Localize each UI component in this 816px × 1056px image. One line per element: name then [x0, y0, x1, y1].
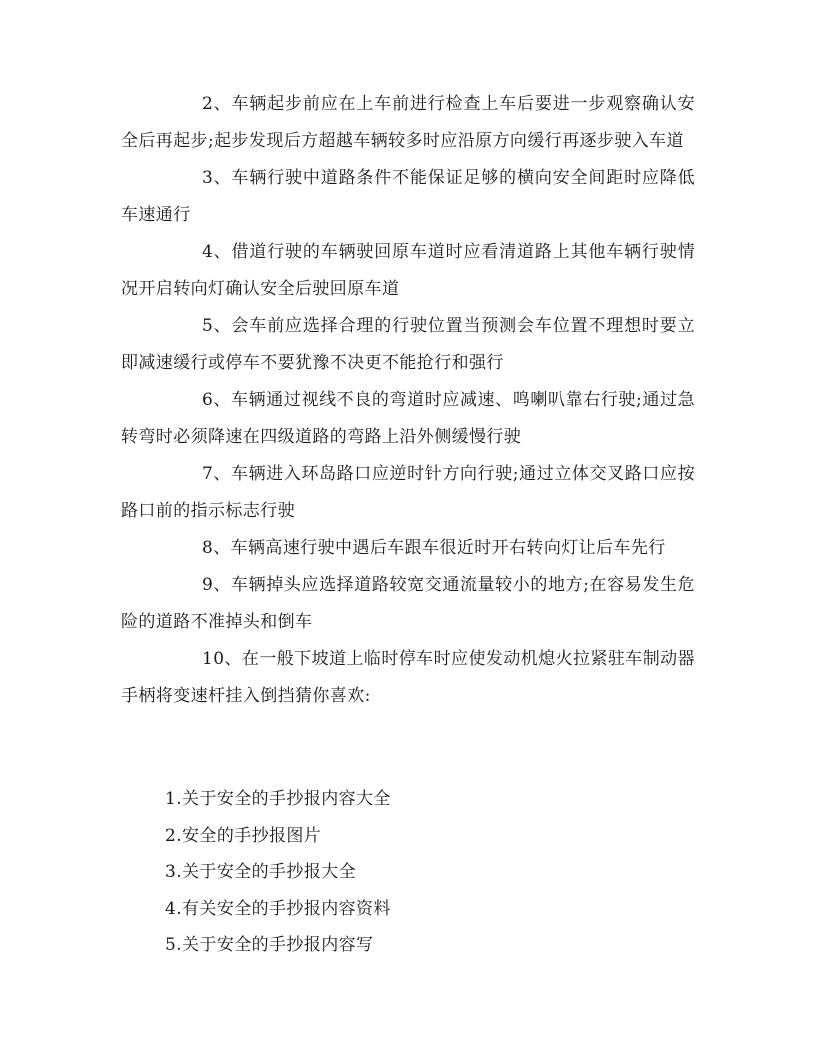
paragraph-10: 10、在一般下坡道上临时停车时应使发动机熄火拉紧驻车制动器手柄将变速杆挂入倒挡猜你喜欢: — [121, 649, 695, 706]
related-link-2[interactable]: 2.安全的手抄报图片 — [165, 825, 322, 846]
paragraph-3: 3、车辆行驶中道路条件不能保证足够的横向安全间距时应降低车速通行 — [121, 168, 695, 225]
related-link-4[interactable]: 4.有关安全的手抄报内容资料 — [165, 898, 391, 919]
related-link-1[interactable]: 1.关于安全的手抄报内容大全 — [165, 789, 391, 809]
paragraph-6: 6、车辆通过视线不良的弯道时应减速、鸣喇叭靠右行驶;通过急转弯时必须降速在四级道路的弯路上沿外侧缓慢行驶 — [121, 390, 695, 447]
paragraph-2: 2、车辆起步前应在上车前进行检查上车后要进一步观察确认安全后再起步;起步发现后方超越车辆较多时应沿原方向缓行再逐步驶入车道 — [121, 94, 695, 151]
paragraph-4: 4、借道行驶的车辆驶回原车道时应看清道路上其他车辆行驶情况开启转向灯确认安全后驶回原车道 — [121, 242, 695, 299]
paragraph-7: 7、车辆进入环岛路口应逆时针方向行驶;通过立体交叉路口应按路口前的指示标志行驶 — [121, 464, 695, 521]
related-link-3[interactable]: 3.关于安全的手抄报大全 — [165, 862, 357, 882]
related-links-list — [165, 781, 665, 964]
related-link-5[interactable]: 5.关于安全的手抄报内容写 — [165, 935, 374, 955]
document-body — [121, 86, 695, 715]
paragraph-8: 8、车辆高速行驶中遇后车跟车很近时开右转向灯让后车先行 — [202, 538, 666, 558]
paragraph-9: 9、车辆掉头应选择道路较宽交通流量较小的地方;在容易发生危险的道路不准掉头和倒车 — [121, 575, 695, 632]
paragraph-5: 5、会车前应选择合理的行驶位置当预测会车位置不理想时要立即减速缓行或停车不要犹豫不决更不能抢行和强行 — [121, 316, 695, 373]
